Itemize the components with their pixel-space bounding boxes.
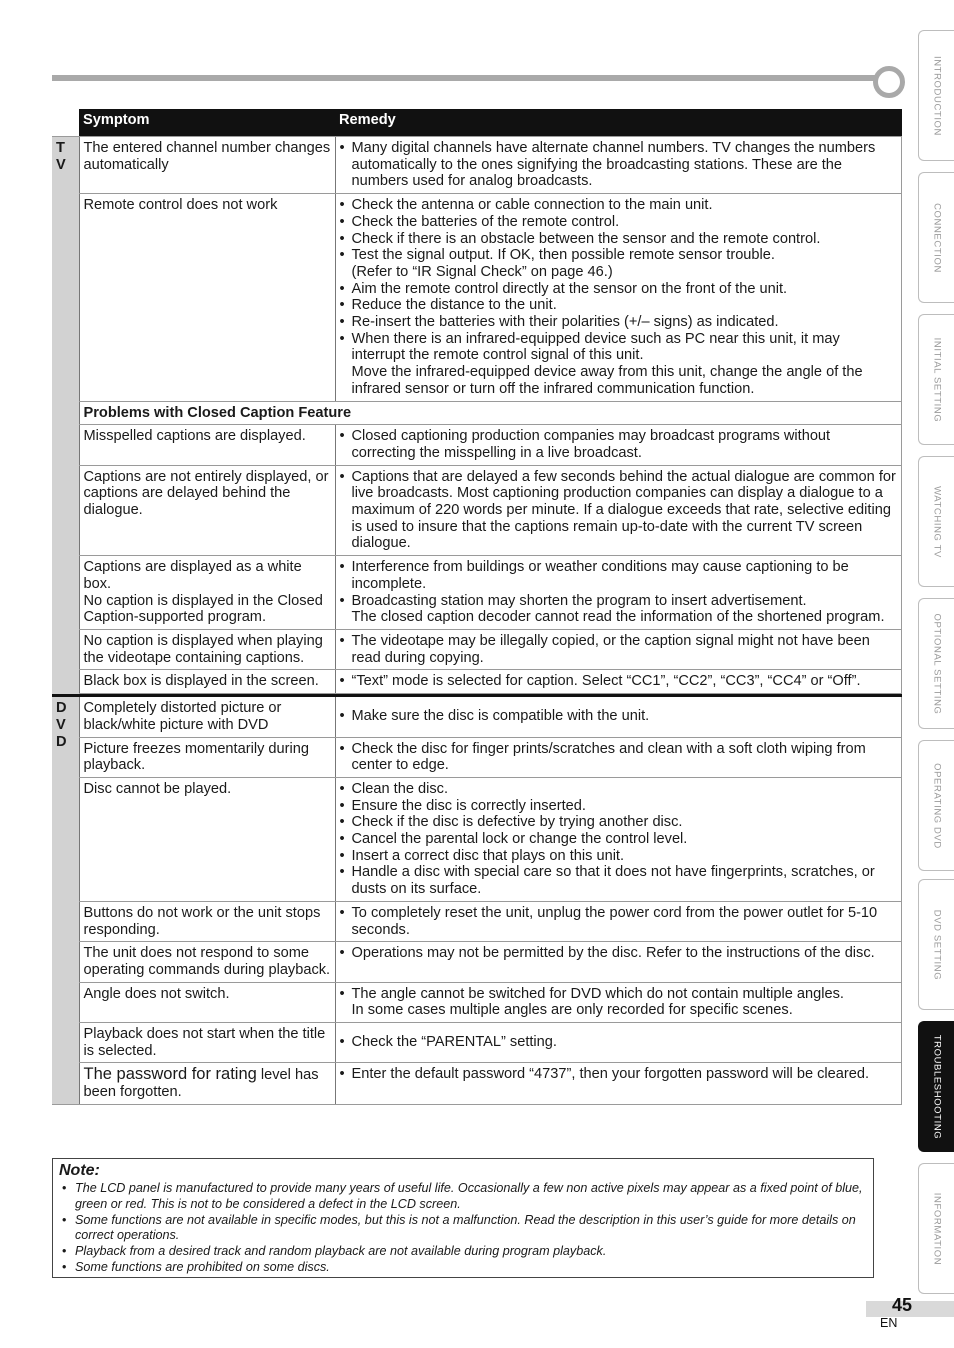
table-row xyxy=(52,137,902,194)
tv-section-label: T V xyxy=(52,137,79,696)
troubleshooting-table xyxy=(52,109,902,1105)
symptom-cell: Completely distorted picture or black/white picture with DVD xyxy=(79,696,335,737)
table-row xyxy=(52,942,902,982)
remedy-cell: • “Text” mode is selected for caption. Select “CC1”, “CC2”, “CC3”, “CC4” or “Off”. xyxy=(335,670,902,694)
symptom-cell: Buttons do not work or the unit stops responding. xyxy=(79,901,335,941)
section-heading-row xyxy=(52,401,902,425)
remedy-cell: • Many digital channels have alternate channel numbers. TV changes the numbers automatically to the ones signifying the broadcasting stations. These are the numbers used for analog broadcasts. xyxy=(335,137,902,194)
header-rule-circle xyxy=(873,66,905,98)
symptom-cell: The entered channel number changes automatically xyxy=(79,137,335,194)
symptom-cell: Angle does not switch. xyxy=(79,982,335,1022)
table-row xyxy=(52,1063,902,1104)
table-row xyxy=(52,465,902,556)
closed-caption-heading: Problems with Closed Caption Feature xyxy=(79,401,902,425)
remedy-cell: • Interference from buildings or weather conditions may cause captioning to be incomplete. • Broadcasting station may shorten the program to insert advertisement. The closed caption decoder cannot read the information of the shortened program. xyxy=(335,556,902,630)
tab-optional-setting[interactable]: OPTIONAL SETTING xyxy=(918,598,954,729)
table-row xyxy=(52,737,902,777)
table-row xyxy=(52,1023,902,1063)
symptom-cell: Captions are not entirely displayed, or captions are delayed behind the dialogue. xyxy=(79,465,335,556)
note-box xyxy=(52,1158,874,1278)
note-title: Note: xyxy=(59,1162,100,1179)
tab-introduction[interactable]: INTRODUCTION xyxy=(918,30,954,161)
tab-troubleshooting[interactable]: TROUBLESHOOTING xyxy=(918,1021,954,1152)
tab-operating-dvd[interactable]: OPERATING DVD xyxy=(918,740,954,871)
symptom-cell: Picture freezes momentarily during playback. xyxy=(79,737,335,777)
remedy-cell: • Closed captioning production companies may broadcast programs without correcting the misspelling in a live broadcast. xyxy=(335,425,902,465)
remedy-cell: • Operations may not be permitted by the disc. Refer to the instructions of the disc. xyxy=(335,942,902,982)
symptom-cell: Black box is displayed in the screen. xyxy=(79,670,335,694)
table-row xyxy=(52,696,902,737)
table-row xyxy=(52,670,902,694)
table-row xyxy=(52,629,902,669)
table-row xyxy=(52,901,902,941)
symptom-cell: No caption is displayed when playing the videotape containing captions. xyxy=(79,629,335,669)
table-row xyxy=(52,556,902,630)
language-label: EN xyxy=(880,1316,898,1330)
symptom-cell: The unit does not respond to some operating commands during playback. xyxy=(79,942,335,982)
symptom-cell: Remote control does not work xyxy=(79,194,335,401)
symptom-column-header: Symptom xyxy=(79,109,335,137)
tab-watching-tv[interactable]: WATCHING TV xyxy=(918,456,954,587)
remedy-cell: • Check the disc for finger prints/scratches and clean with a soft cloth wiping from center to edge. xyxy=(335,737,902,777)
symptom-cell: Playback does not start when the title is selected. xyxy=(79,1023,335,1063)
symptom-cell: The password for rating level has been forgotten. xyxy=(79,1063,335,1104)
note-item: • Some functions are prohibited on some discs. xyxy=(59,1260,867,1276)
remedy-column-header: Remedy xyxy=(335,109,902,137)
remedy-cell: • The angle cannot be switched for DVD which do not contain multiple angles. In some cases multiple angles are only recorded for specific scenes. xyxy=(335,982,902,1022)
table-row xyxy=(52,425,902,465)
tab-information[interactable]: INFORMATION xyxy=(918,1163,954,1294)
remedy-cell: • Check the antenna or cable connection to the main unit. • Check the batteries of the remote control. • Check if there is an obstacle between the sensor and the remote control. • Test the signal output. If OK, then possible remote sensor trouble. (Refer to “IR Signal Check” on page 46.) • Aim the remote control directly at the sensor on the front of the unit. • Reduce the distance to the unit. • Re-insert the batteries with their polarities (+/– signs) as indicated. • When there is an infrared-equipped device such as PC near this unit, it may interrupt the remote control signal of this unit. Move the infrared-equipped device away from this unit, change the angle of the infrared sensor or turn off the infrared communication function. xyxy=(335,194,902,401)
tab-dvd-setting[interactable]: DVD SETTING xyxy=(918,879,954,1010)
remedy-cell: • Captions that are delayed a few seconds behind the actual dialogue are common for live broadcasts. Most captioning production companies can display a dialogue to a maximum of 220 words per minute. If a dialogue exceeds that rate, selective editing is used to insure that the captions remain up-to-date with the current TV screen dialogue. xyxy=(335,465,902,556)
table-row xyxy=(52,777,902,901)
table-row xyxy=(52,982,902,1022)
page-number: 45 xyxy=(892,1295,913,1315)
note-item: • The LCD panel is manufactured to provide many years of useful life. Occasionally a few non active pixels may appear as a fixed point of blue, green or red. This is not to be considered a defect in the LCD screen. xyxy=(59,1181,867,1213)
note-item: • Playback from a desired track and random playback are not available during program playback. xyxy=(59,1244,867,1260)
remedy-cell: • Clean the disc. • Ensure the disc is correctly inserted. • Check if the disc is defective by trying another disc. • Cancel the parental lock or change the control level. • Insert a correct disc that plays on this unit. • Handle a disc with special care so that it does not have fingerprints, scratches, or dusts on its surface. xyxy=(335,777,902,901)
tab-connection[interactable]: CONNECTION xyxy=(918,172,954,303)
dvd-section-label: D V D xyxy=(52,696,79,1105)
remedy-cell: • Check the “PARENTAL” setting. xyxy=(335,1023,902,1063)
symptom-cell: Captions are displayed as a white box. No caption is displayed in the Closed Caption-supported program. xyxy=(79,556,335,630)
tab-initial-setting[interactable]: INITIAL SETTING xyxy=(918,314,954,445)
remedy-cell: • To completely reset the unit, unplug the power cord from the power outlet for 5-10 seconds. xyxy=(335,901,902,941)
symptom-cell: Misspelled captions are displayed. xyxy=(79,425,335,465)
remedy-cell: • Enter the default password “4737”, then your forgotten password will be cleared. xyxy=(335,1063,902,1104)
symptom-cell: Disc cannot be played. xyxy=(79,777,335,901)
remedy-cell: • The videotape may be illegally copied, or the caption signal might not have been read during copying. xyxy=(335,629,902,669)
header-rule xyxy=(52,75,880,81)
table-row xyxy=(52,194,902,401)
note-item: • Some functions are not available in specific modes, but this is not a malfunction. Read the description in this user’s guide for more details on correct operations. xyxy=(59,1213,867,1245)
remedy-cell: • Make sure the disc is compatible with the unit. xyxy=(335,696,902,737)
